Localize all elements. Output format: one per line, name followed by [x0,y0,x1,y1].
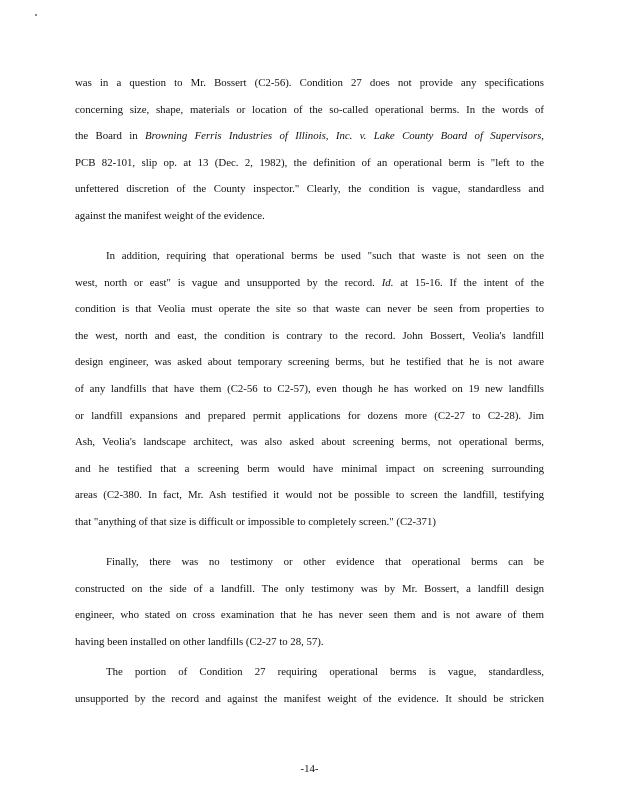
text-line: or landfill expansions and prepared permit applications for dozens more (C2-27 to C2-28). Jim [75,409,544,422]
page-number: -14- [300,763,319,775]
text-line: constructed on the side of a landfill. The only testimony was by Mr. Bossert, a landfill design [75,582,544,595]
text-line: was in a question to Mr. Bossert (C2-56). Condition 27 does not provide any specifications [75,77,544,89]
case-name: Browning Ferris Industries of Illinois, Inc. v. Lake County Board of Supervisors, [145,130,544,143]
scan-speck [35,14,37,16]
text-line: that "anything of that size is difficult or impossible to completely screen." (C2-371) [75,515,436,528]
text-line: against the manifest weight of the evidence. [75,209,265,222]
text-line: and he testified that a screening berm would have minimal impact on screening surrounding [75,462,544,475]
text-line: of any landfills that have them (C2-56 to C2-57), even though he has worked on 19 new landfills [75,382,544,395]
paragraph-1 [75,70,544,230]
text-line: unsupported by the record and against the manifest weight of the evidence. It should be stricken [75,692,544,705]
text-line: concerning size, shape, materials or location of the so-called operational berms. In the words of [75,103,544,116]
text-line: Ash, Veolia's landscape architect, was also asked about screening berms, not operational berms, [75,436,544,449]
text-line-end: at 15-16. If the intent of the [393,276,544,289]
paragraph-3 [75,549,544,655]
text-line-start: the Board in [75,130,146,143]
text-line: design engineer, was asked about temporary screening berms, but he testified that he is not aware [75,356,544,369]
id-citation: Id. [381,276,394,289]
text-line: engineer, who stated on cross examination that he has never seen them and is not aware of them [75,609,544,622]
text-line: areas (C2-380. In fact, Mr. Ash testified it would not be possible to screen the landfill, testifying [75,489,544,502]
text-line-start: west, north or east" is vague and unsupported by the record. [75,276,382,289]
paragraph-2 [75,243,544,536]
text-line: Finally, there was no testimony or other evidence that operational berms can be [106,556,544,568]
text-line: condition is that Veolia must operate the site so that waste can never be seen from properties to [75,303,544,316]
text-line: the west, north and east, the condition is contrary to the record. John Bossert, Veolia's landfill [75,329,544,342]
text-line: having been installed on other landfills (C2-27 to 28, 57). [75,635,324,648]
text-line: In addition, requiring that operational berms be used "such that waste is not seen on the [106,250,544,262]
text-line [75,123,544,150]
text-line: The portion of Condition 27 requiring operational berms is vague, standardless, [106,666,544,678]
paragraph-4 [75,659,544,712]
text-line: unfettered discretion of the County inspector." Clearly, the condition is vague, standardless and [75,183,544,196]
text-line: PCB 82-101, slip op. at 13 (Dec. 2, 1982), the definition of an operational berm is "left to the [75,156,544,169]
text-line [75,270,544,297]
